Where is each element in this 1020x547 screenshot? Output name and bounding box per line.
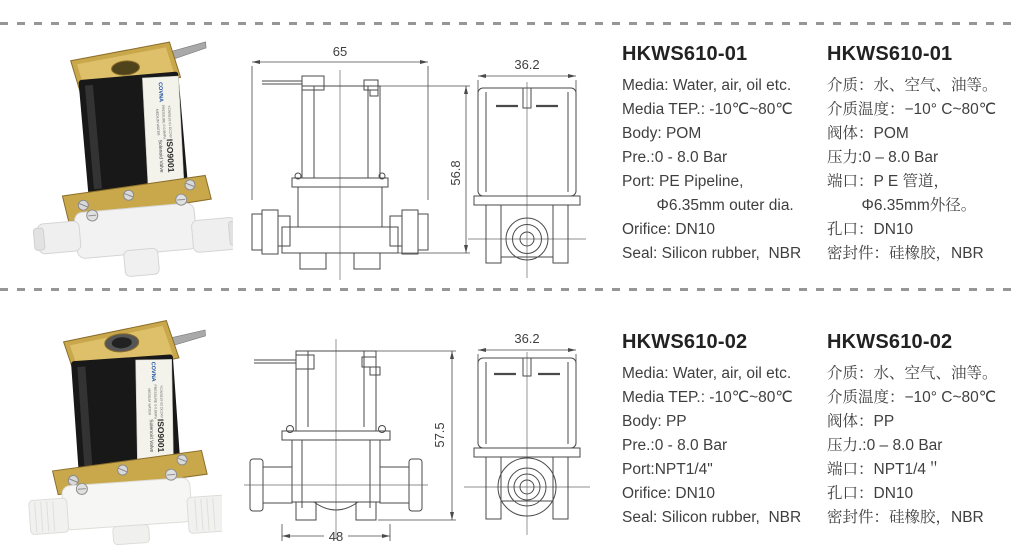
top-divider — [0, 22, 1020, 25]
label-detail-2: PRESSURE 0-0.8MPa — [153, 384, 158, 419]
valve-photo-group — [28, 40, 233, 280]
arrow — [252, 60, 260, 64]
spec-line: 端口：NPT1/4＂ — [827, 461, 942, 478]
label-detail-2: PRESSURE 0-0.8MPa — [160, 104, 167, 140]
label-iso-text: ISO9001 — [164, 138, 177, 173]
spec-line: Pre.:0 - 8.0 Bar — [622, 437, 728, 454]
bottom-outlet — [123, 248, 159, 277]
label-detail-1: YCWS610-02 DC24V — [159, 385, 164, 418]
spec-line: 阀体：PP — [827, 413, 895, 430]
arrow — [568, 74, 576, 78]
arrow — [568, 348, 576, 352]
side-view-drawing-1 — [462, 56, 592, 284]
dim-side-width-label: 36.2 — [514, 331, 540, 346]
label-brand-text: COVNA — [156, 82, 164, 103]
spec-line: 阀体：POM — [827, 125, 909, 142]
left-collet — [33, 228, 45, 251]
spec-line: 端口：P E 管道， — [827, 173, 950, 190]
dim-width-label: 65 — [332, 44, 348, 59]
label-iso-text: ISO9001 — [155, 418, 167, 453]
spec-column-en-2 — [622, 330, 827, 530]
spec-line: 孔口：DN10 — [827, 485, 914, 502]
spec-line: Media: Water, air, oil etc. — [622, 77, 792, 94]
dim-height-label: 57.5 — [432, 422, 447, 448]
spec-line: Body: POM — [622, 125, 702, 142]
label-brand-text: COVNA — [149, 361, 157, 382]
spec-column-cn-1 — [827, 42, 1020, 266]
spec-line: Φ6.35mm outer dia. — [622, 197, 794, 214]
spec-line: Media TEP.: -10℃~80℃ — [622, 101, 793, 118]
spec-line: 孔口：DN10 — [827, 221, 914, 238]
spec-line: Media: Water, air, oil etc. — [622, 365, 792, 382]
arrow — [450, 351, 454, 359]
dim-bottom-label: 48 — [328, 529, 344, 544]
spec-line: 密封件：硅橡胶，NBR — [827, 245, 984, 262]
spec-line: Φ6.35mm外径。 — [827, 197, 977, 214]
label-detail-3: MEDIUM WATER — [147, 388, 152, 416]
spec-line: Orifice: DN10 — [622, 485, 716, 502]
product-photo-hkws610-02 — [22, 312, 222, 547]
spec-line: Seal: Silicon rubber, NBR — [622, 245, 802, 262]
product-label — [142, 76, 184, 188]
label-detail-3: MEDIUM WATER — [155, 108, 161, 136]
product-title-en-2: HKWS610-02 — [622, 331, 748, 353]
spec-line: Media TEP.: -10℃~80℃ — [622, 389, 793, 406]
right-threaded-port — [187, 495, 222, 534]
spec-line: 介质：水、空气、油等。 — [827, 365, 998, 382]
spec-line: 压力:0 – 8.0 Bar — [827, 149, 939, 166]
product-photo-hkws610-01 — [28, 40, 233, 280]
label-type-text: Solenoid Valve — [147, 419, 155, 453]
side-view-drawing-2 — [462, 330, 592, 542]
spec-line: Seal: Silicon rubber, NBR — [622, 509, 802, 526]
arrow — [450, 512, 454, 520]
spec-column-cn-2 — [827, 330, 1020, 530]
arrow — [478, 74, 486, 78]
label-detail-1: YCWS610-01 DC24V — [166, 105, 173, 139]
right-pushfit-port — [191, 217, 233, 253]
left-threaded-port — [29, 498, 69, 535]
valve-photo-group-2 — [22, 317, 222, 547]
arrow — [282, 534, 290, 538]
spec-line: 介质温度：−10° C~80℃ — [827, 389, 997, 406]
spec-line: 密封件：硅橡胶，NBR — [827, 509, 984, 526]
spec-line: Port:NPT1/4" — [622, 461, 713, 478]
front-view-drawing-1 — [238, 40, 488, 285]
bottom-outlet — [113, 524, 150, 544]
dim-side-width-label: 36.2 — [514, 57, 540, 72]
product-label — [136, 359, 174, 464]
row-divider — [0, 288, 1020, 291]
spec-line: Port: PE Pipeline, — [622, 173, 744, 190]
spec-line: Body: PP — [622, 413, 687, 430]
dim-height-label: 56.8 — [448, 160, 463, 186]
product-title-cn-1: HKWS610-01 — [827, 43, 953, 65]
label-type-text: Solenoid Valve — [156, 139, 165, 173]
spec-line: 介质：水、空气、油等。 — [827, 77, 998, 94]
arrow — [478, 348, 486, 352]
product-title-cn-2: HKWS610-02 — [827, 331, 953, 353]
product-title-en-1: HKWS610-01 — [622, 43, 748, 65]
arrow — [382, 534, 390, 538]
spec-line: Pre.:0 - 8.0 Bar — [622, 149, 728, 166]
spec-line: 介质温度：−10° C~80℃ — [827, 101, 997, 118]
arrow — [420, 60, 428, 64]
spec-line: 压力.:0 – 8.0 Bar — [827, 437, 943, 454]
spec-line: Orifice: DN10 — [622, 221, 716, 238]
spec-column-en-1 — [622, 42, 827, 266]
front-view-drawing-2 — [238, 333, 488, 545]
